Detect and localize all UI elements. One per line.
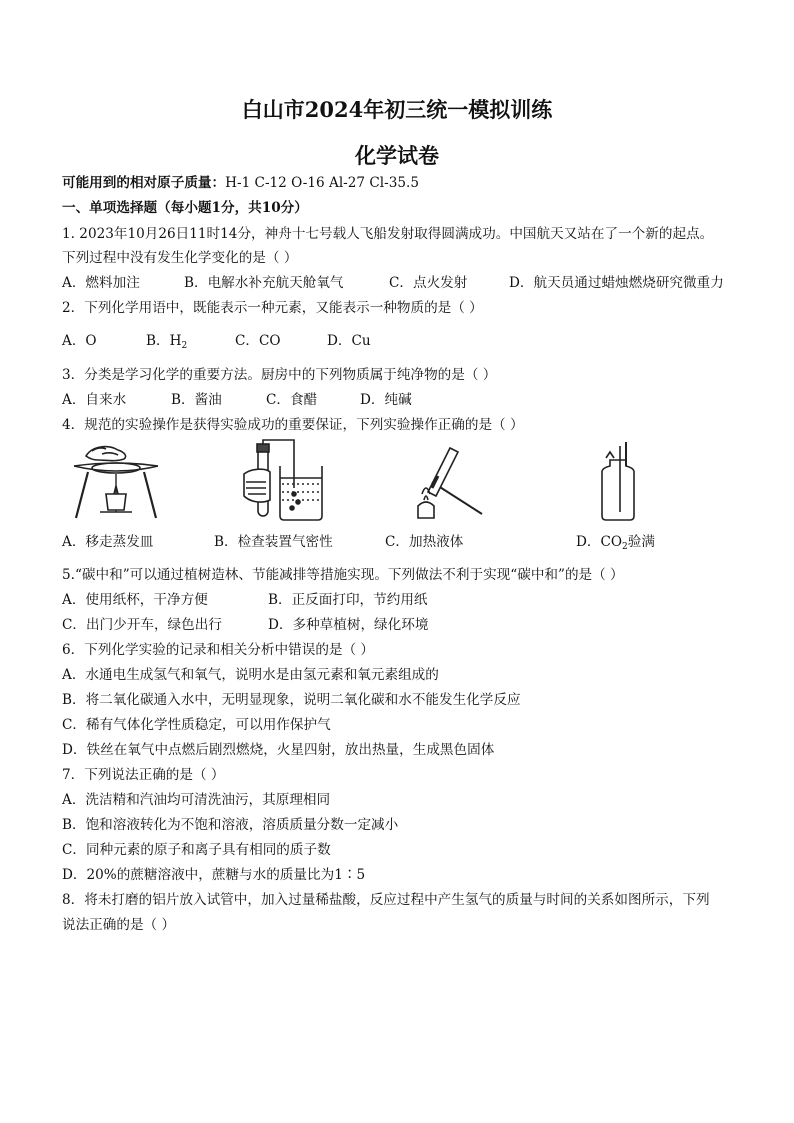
q7-option-d: D．20%的蔗糖溶液中，蔗糖与水的质量比为1∶5: [62, 867, 366, 883]
atomic-mass-line: [62, 174, 419, 192]
q2-option-c: C．CO: [235, 333, 281, 349]
q4-option-b: B．检查装置气密性: [214, 534, 333, 550]
figure-b-airtightness: [236, 442, 336, 522]
q3-option-a: A．自来水: [62, 392, 127, 408]
q1-option-d: D．航天员通过蜡烛燃烧研究微重力: [509, 275, 724, 291]
q7-option-b: B．饱和溶液转化为不饱和溶液，溶质质量分数一定减小: [62, 817, 399, 833]
exam-subtitle: 化学试卷: [355, 143, 439, 168]
q4-stem: 4．规范的实验操作是获得实验成功的重要保证，下列实验操作正确的是（ ）: [62, 417, 524, 433]
q2-option-b-subscript: 2: [181, 341, 188, 351]
q6-stem: 6．下列化学实验的记录和相关分析中错误的是（ ）: [62, 642, 375, 658]
q1-stem-line2: 下列过程中没有发生化学变化的是（ ）: [62, 250, 298, 266]
q5-option-d: D．多种草植树，绿化环境: [268, 617, 429, 633]
q5-option-b: B．正反面打印，节约用纸: [268, 592, 428, 608]
figure-a-drawing: [66, 442, 166, 522]
q2-option-d: D．Cu: [327, 333, 371, 349]
q5-option-a: A．使用纸杯，干净方便: [62, 592, 208, 608]
q4-option-d: [576, 530, 655, 552]
q5-stem: 5.“碳中和”可以通过植树造林、节能减排等措施实现。下列做法不利于实现“碳中和”的是（ ）: [62, 567, 624, 583]
q3-option-c: C．食醋: [266, 392, 318, 408]
q4-option-a: A．移走蒸发皿: [62, 534, 154, 550]
q7-option-c: C．同种元素的原子和离子具有相同的质子数: [62, 842, 331, 858]
q1-option-a: A．燃料加注: [62, 275, 140, 291]
q1-option-c: C．点火发射: [389, 275, 468, 291]
section1-heading: 一、单项选择题（每小题1分，共10分）: [62, 200, 308, 216]
q4-option-c: C．加热液体: [385, 534, 464, 550]
figure-d-drawing: [592, 442, 642, 522]
q6-option-a: A．水通电生成氢气和氧气，说明水是由氢元素和氧元素组成的: [62, 667, 439, 683]
q2-option-b: [146, 332, 187, 355]
figure-c-drawing: [402, 442, 492, 522]
q6-option-b: B．将二氧化碳通入水中，无明显现象，说明二氧化碳和水不能发生化学反应: [62, 692, 521, 708]
q3-stem: 3．分类是学习化学的重要方法。厨房中的下列物质属于纯净物的是（ ）: [62, 367, 497, 383]
figure-a-evaporating-dish: [66, 442, 166, 522]
q6-option-c: C．稀有气体化学性质稳定，可以用作保护气: [62, 717, 331, 733]
q4-option-d-suffix: 验满: [627, 534, 655, 550]
q1-option-b: B．电解水补充航天舱氧气: [184, 275, 344, 291]
q4-option-d-text: D．CO: [576, 534, 623, 550]
q8-stem-line1: 8．将未打磨的铝片放入试管中，加入过量稀盐酸，反应过程中产生氢气的质量与时间的关系如图所示，下列: [62, 892, 710, 908]
q8-stem-line2: 说法正确的是（ ）: [62, 917, 176, 933]
figure-b-drawing: [236, 442, 336, 522]
q6-option-d: D．铁丝在氧气中点燃后剧烈燃烧，火星四射，放出热量，生成黑色固体: [62, 742, 495, 758]
q1-stem-line1: 1. 2023年10月26日11时14分，神舟十七号载人飞船发射取得圆满成功。中国航天又站在了一个新的起点。: [62, 226, 714, 242]
q7-stem: 7．下列说法正确的是（ ）: [62, 767, 225, 783]
atomic-mass-values: H-1 C-12 O-16 Al-27 Cl-35.5: [225, 175, 419, 191]
q2-stem: 2．下列化学用语中，既能表示一种元素，又能表示一种物质的是（ ）: [62, 300, 483, 316]
atomic-mass-label: 可能用到的相对原子质量：: [62, 175, 226, 191]
exam-title: 白山市2024年初三统一模拟训练: [241, 97, 553, 122]
q4-option-d-subscript: 2: [622, 542, 628, 552]
q3-option-b: B．酱油: [171, 392, 222, 408]
q3-option-d: D．纯碱: [360, 392, 412, 408]
q5-option-c: C．出门少开车，绿色出行: [62, 617, 222, 633]
q2-option-b-text: B．H: [146, 333, 182, 349]
q7-option-a: A．洗洁精和汽油均可清洗油污，其原理相同: [62, 792, 331, 808]
q2-option-a: A．O: [62, 333, 97, 349]
figure-d-co2-full-check: [592, 442, 642, 522]
figure-c-heating-liquid: [402, 442, 492, 522]
